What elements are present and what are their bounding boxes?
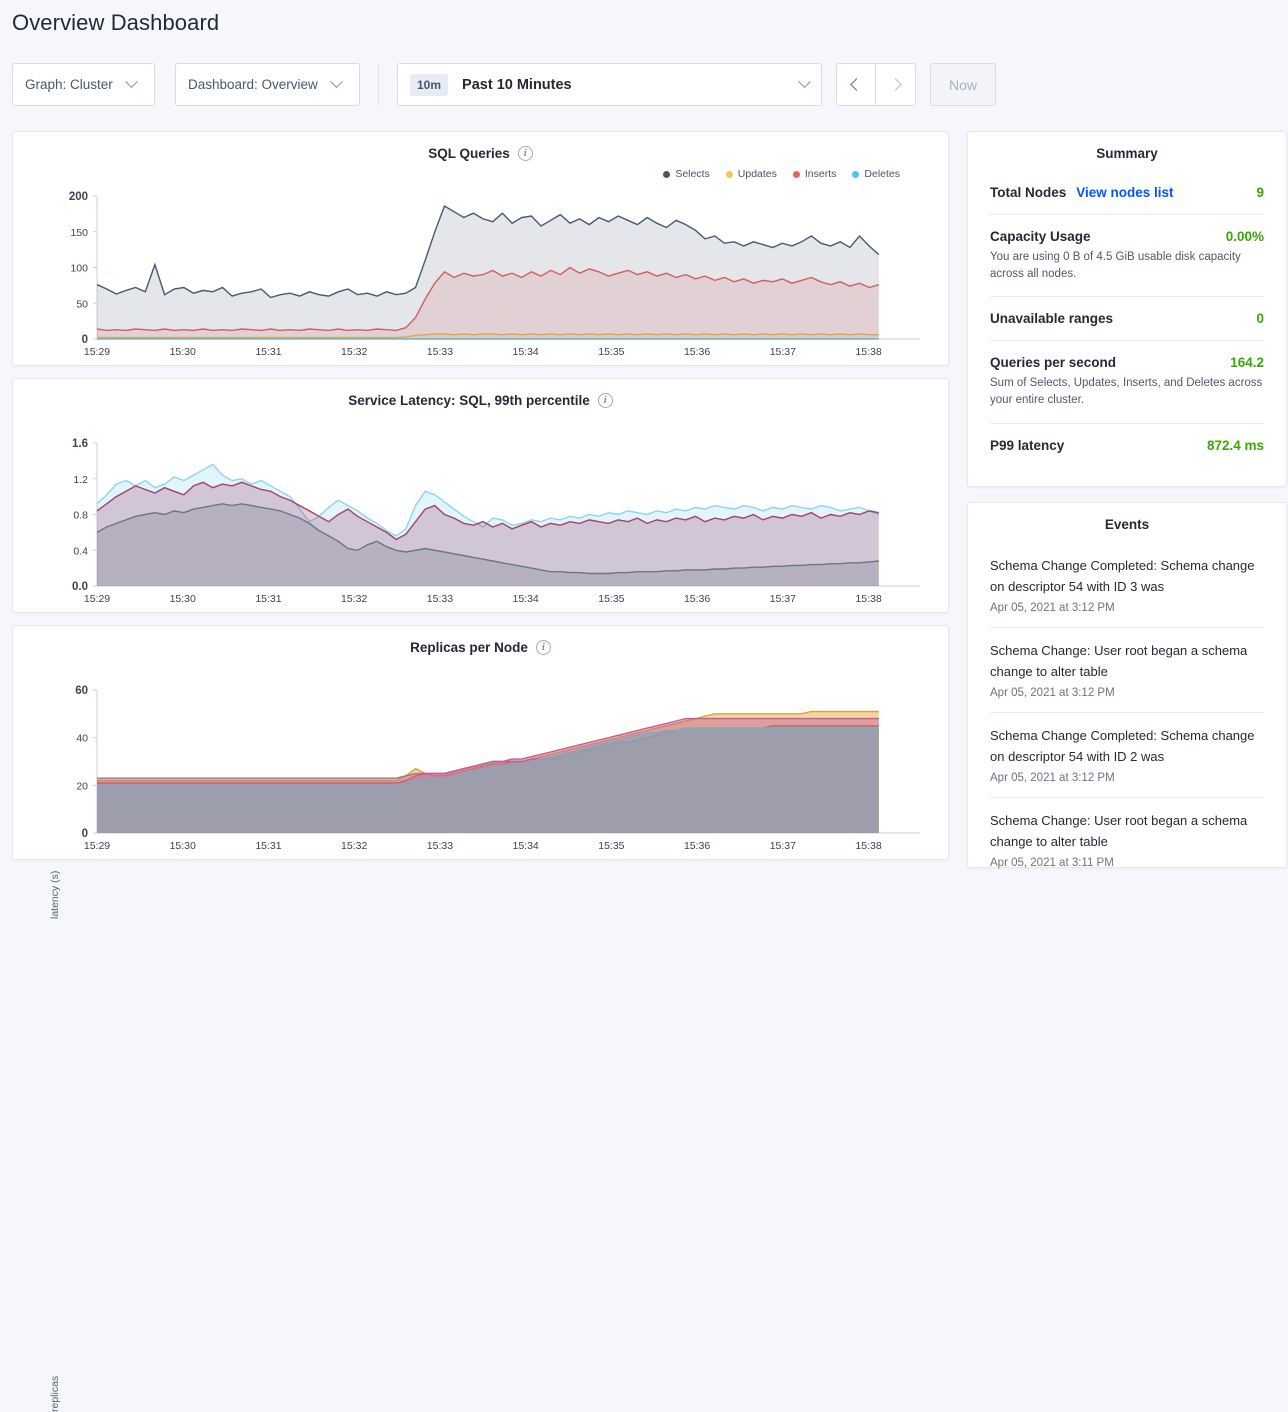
info-icon[interactable]: i: [536, 640, 551, 655]
svg-text:20: 20: [76, 780, 88, 793]
divider: [990, 214, 1264, 215]
summary-value: 9: [1256, 185, 1264, 200]
svg-text:15:35: 15:35: [598, 593, 625, 605]
svg-text:15:36: 15:36: [683, 346, 711, 358]
svg-text:15:36: 15:36: [683, 840, 711, 852]
now-button[interactable]: [930, 63, 996, 106]
svg-text:15:32: 15:32: [341, 346, 368, 358]
svg-text:0.0: 0.0: [72, 581, 88, 593]
summary-label: Unavailable ranges: [990, 311, 1114, 327]
legend-label: Deletes: [864, 168, 900, 180]
summary-value: 872.4 ms: [1206, 437, 1264, 453]
svg-text:1.6: 1.6: [72, 438, 88, 450]
event-timestamp: Apr 05, 2021 at 3:12 PM: [990, 772, 1115, 785]
summary-description: You are using 0 B of 4.5 GiB usable disk capacity across all nodes.: [990, 251, 1241, 280]
svg-text:15:31: 15:31: [255, 346, 282, 358]
events-card: [967, 502, 1287, 868]
event-timestamp: Apr 05, 2021 at 3:12 PM: [990, 602, 1115, 615]
dashboard-select-label: Dashboard: Overview: [188, 77, 318, 92]
time-prev-button[interactable]: [836, 63, 876, 106]
summary-label: Capacity Usage: [990, 229, 1091, 244]
summary-label: P99 latency: [990, 437, 1065, 453]
time-nav-buttons: [836, 63, 916, 106]
svg-text:0.8: 0.8: [73, 509, 88, 522]
svg-text:15:35: 15:35: [598, 346, 625, 358]
legend-label: Updates: [737, 168, 777, 180]
svg-text:15:36: 15:36: [683, 593, 711, 605]
summary-label: Queries per second: [990, 355, 1117, 371]
svg-text:60: 60: [75, 685, 88, 697]
svg-text:0: 0: [81, 828, 88, 840]
svg-text:15:34: 15:34: [512, 593, 539, 605]
svg-text:15:30: 15:30: [169, 346, 196, 358]
svg-text:15:32: 15:32: [341, 593, 368, 605]
service-latency-title-row: [13, 393, 948, 408]
svg-text:40: 40: [76, 732, 88, 745]
event-item[interactable]: [968, 726, 1286, 784]
svg-text:15:37: 15:37: [769, 346, 796, 358]
legend-item-inserts[interactable]: [793, 168, 837, 180]
summary-description: Sum of Selects, Updates, Inserts, and Deletes across your entire cluster.: [990, 377, 1263, 407]
chevron-down-icon: [330, 75, 343, 88]
svg-text:15:29: 15:29: [83, 346, 111, 358]
svg-text:15:33: 15:33: [426, 840, 454, 852]
divider: [990, 712, 1264, 713]
svg-text:15:37: 15:37: [769, 840, 796, 852]
svg-text:15:38: 15:38: [855, 593, 882, 605]
legend-swatch: [663, 171, 670, 178]
svg-text:15:33: 15:33: [426, 346, 454, 358]
svg-text:15:31: 15:31: [255, 840, 282, 852]
graph-select[interactable]: [12, 63, 155, 106]
svg-text:15:34: 15:34: [512, 840, 539, 852]
svg-text:15:37: 15:37: [769, 593, 796, 605]
summary-value: 0: [1256, 311, 1264, 327]
svg-text:15:33: 15:33: [426, 593, 454, 605]
legend-item-updates[interactable]: [726, 168, 777, 180]
svg-text:150: 150: [70, 226, 88, 239]
divider: [990, 340, 1264, 341]
chevron-right-icon: [889, 78, 902, 91]
summary-row-queries-per-second: [968, 355, 1286, 408]
svg-text:50: 50: [76, 298, 88, 311]
svg-text:1.2: 1.2: [73, 473, 88, 486]
summary-row-unavailable-ranges: [968, 311, 1286, 326]
summary-label: Total Nodes: [990, 185, 1067, 200]
event-text: Schema Change: User root began a schema change to alter table: [990, 813, 1248, 849]
chart-title: Replicas per Node: [410, 640, 528, 655]
event-item[interactable]: [968, 641, 1286, 699]
sql-queries-legend: [663, 168, 900, 180]
svg-text:200: 200: [68, 191, 88, 203]
divider: [990, 423, 1264, 424]
summary-card: [967, 131, 1287, 487]
svg-text:15:38: 15:38: [855, 346, 882, 358]
legend-swatch: [793, 171, 800, 178]
svg-text:0: 0: [81, 334, 88, 346]
summary-row-total-nodes: [968, 185, 1286, 200]
events-title: Events: [1104, 517, 1150, 532]
summary-value: 0.00%: [1225, 229, 1264, 244]
summary-title: Summary: [1096, 146, 1158, 161]
y-axis-label: replicas: [49, 1375, 61, 1412]
divider: [990, 627, 1264, 628]
summary-row-p99-latency: [968, 438, 1286, 453]
toolbar-divider: [378, 63, 379, 106]
legend-label: Selects: [675, 168, 710, 180]
summary-row-capacity-usage: [968, 229, 1286, 282]
svg-text:0.4: 0.4: [73, 545, 88, 558]
chevron-down-icon: [125, 75, 138, 88]
svg-text:15:38: 15:38: [855, 840, 882, 852]
svg-text:15:29: 15:29: [83, 593, 111, 605]
event-text: Schema Change Completed: Schema change on descriptor 54 with ID 2 was: [990, 728, 1255, 764]
svg-text:15:32: 15:32: [341, 840, 368, 852]
info-icon[interactable]: i: [598, 393, 613, 408]
graph-select-label: Graph: Cluster: [25, 77, 113, 92]
svg-text:15:30: 15:30: [169, 593, 196, 605]
legend-item-selects[interactable]: [663, 168, 709, 180]
service-latency-plot[interactable]: [13, 429, 950, 614]
chevron-left-icon: [850, 78, 863, 91]
toolbar: [12, 63, 996, 106]
replicas-plot[interactable]: [13, 676, 950, 861]
svg-text:15:29: 15:29: [83, 840, 111, 852]
chart-title: SQL Queries: [428, 146, 510, 161]
divider: [990, 296, 1264, 297]
legend-label: Inserts: [804, 168, 837, 180]
y-axis-label: latency (s): [49, 870, 61, 919]
event-timestamp: Apr 05, 2021 at 3:12 PM: [990, 687, 1115, 700]
summary-value: 164.2: [1230, 355, 1264, 371]
svg-text:15:35: 15:35: [598, 840, 625, 852]
time-range-badge: 10m: [410, 74, 448, 96]
svg-text:100: 100: [70, 262, 88, 275]
sql-queries-plot[interactable]: [13, 182, 950, 367]
now-button-label: Now: [948, 76, 977, 93]
view-nodes-list-link[interactable]: View nodes list: [1076, 185, 1174, 200]
page-title: Overview Dashboard: [12, 10, 220, 35]
event-timestamp: Apr 05, 2021 at 3:11 PM: [990, 857, 1114, 870]
legend-swatch: [852, 171, 859, 178]
time-range-picker[interactable]: [397, 63, 822, 106]
svg-text:15:30: 15:30: [169, 840, 196, 852]
event-item[interactable]: [968, 811, 1286, 869]
chart-title: Service Latency: SQL, 99th percentile: [348, 393, 590, 408]
svg-text:15:31: 15:31: [255, 593, 282, 605]
sql-queries-card: [12, 131, 949, 366]
replicas-title-row: [13, 640, 948, 655]
svg-text:15:34: 15:34: [512, 346, 539, 358]
event-text: Schema Change: User root began a schema change to alter table: [990, 643, 1248, 679]
event-text: Schema Change Completed: Schema change on descriptor 54 with ID 3 was: [990, 558, 1255, 594]
event-item[interactable]: [968, 556, 1286, 614]
info-icon[interactable]: i: [518, 146, 533, 161]
sql-queries-title-row: [13, 146, 948, 161]
dashboard-select[interactable]: [175, 63, 360, 106]
chevron-down-icon: [798, 75, 811, 88]
divider: [990, 797, 1264, 798]
legend-swatch: [726, 171, 733, 178]
time-range-label: Past 10 Minutes: [462, 76, 572, 93]
legend-item-deletes[interactable]: [852, 168, 900, 180]
time-next-button[interactable]: [876, 63, 916, 106]
